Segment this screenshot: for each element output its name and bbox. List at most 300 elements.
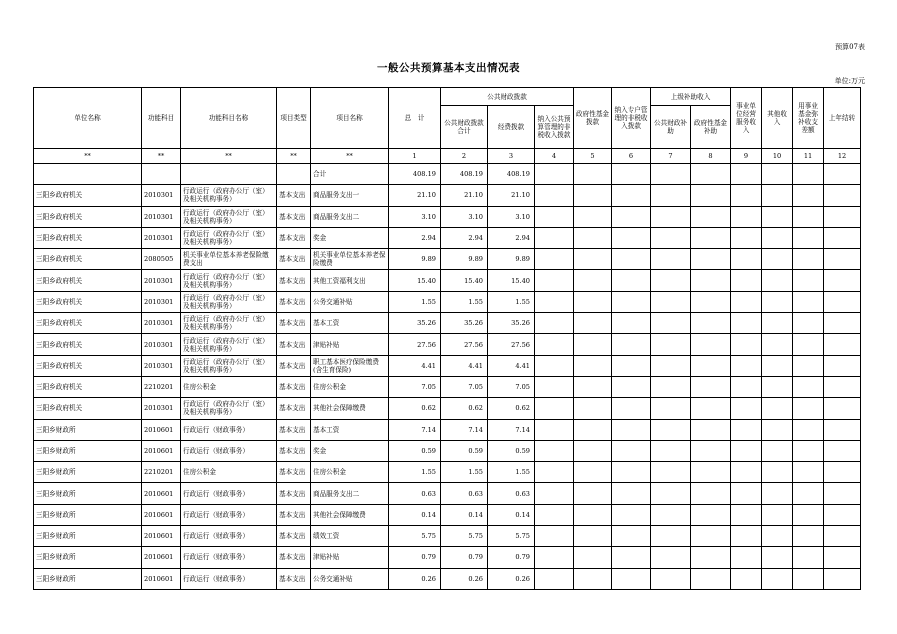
- empty-cell: [731, 206, 762, 227]
- empty-cell: [824, 376, 861, 397]
- item-name-cell: 住房公积金: [311, 462, 389, 483]
- header-func-code: 功能科目: [142, 88, 181, 149]
- unit-name-cell: 三阳乡财政所: [34, 547, 142, 568]
- index-cell: 6: [612, 149, 651, 164]
- index-cell: 4: [535, 149, 574, 164]
- func-code-cell: 2010301: [142, 398, 181, 419]
- empty-cell: [793, 313, 824, 334]
- public-cell: 0.59: [441, 440, 488, 461]
- empty-cell: [824, 547, 861, 568]
- func-name-cell: 行政运行（财政事务）: [181, 526, 277, 547]
- total-value: 408.19: [389, 164, 441, 185]
- empty-cell: [731, 355, 762, 376]
- empty-cell: [824, 313, 861, 334]
- public-cell: 0.26: [441, 568, 488, 589]
- empty-cell: [824, 355, 861, 376]
- empty-cell: [574, 376, 612, 397]
- unit-name-cell: 三阳乡财政所: [34, 440, 142, 461]
- fund-cell: 35.26: [488, 313, 535, 334]
- func-code-cell: 2010601: [142, 526, 181, 547]
- public-cell: 15.40: [441, 270, 488, 291]
- empty-cell: [691, 419, 731, 440]
- header-func-name: 功能科目名称: [181, 88, 277, 149]
- public-cell: 1.55: [441, 291, 488, 312]
- unit-label: 单位:万元: [834, 77, 865, 85]
- empty-cell: [535, 462, 574, 483]
- empty-cell: [535, 227, 574, 248]
- empty-cell: [574, 504, 612, 525]
- func-name-cell: 行政运行（财政事务）: [181, 440, 277, 461]
- table-row: [34, 291, 861, 312]
- fund-cell: 15.40: [488, 270, 535, 291]
- fund-cell: 0.63: [488, 483, 535, 504]
- empty-cell: [651, 462, 691, 483]
- item-name-cell: 津贴补贴: [311, 334, 389, 355]
- total-row: [34, 164, 861, 185]
- empty-cell: [793, 483, 824, 504]
- budget-table: [33, 87, 861, 590]
- empty-cell: [612, 334, 651, 355]
- fund-cell: 3.10: [488, 206, 535, 227]
- index-cell: 12: [824, 149, 861, 164]
- item-type-cell: 基本支出: [277, 440, 311, 461]
- empty-cell: [612, 398, 651, 419]
- total-cell: 0.59: [389, 440, 441, 461]
- index-cell: **: [142, 149, 181, 164]
- func-name-cell: 行政运行（政府办公厅（室）及相关机构事务）: [181, 185, 277, 206]
- total-cell: 9.89: [389, 249, 441, 270]
- item-name-cell: 其他社会保障缴费: [311, 398, 389, 419]
- func-name-cell: 行政运行（政府办公厅（室）及相关机构事务）: [181, 291, 277, 312]
- func-name-cell: 行政运行（财政事务）: [181, 419, 277, 440]
- empty-cell: [691, 398, 731, 419]
- total-cell: 0.62: [389, 398, 441, 419]
- empty-cell: [612, 270, 651, 291]
- item-name-cell: 公务交通补贴: [311, 568, 389, 589]
- total-label: 合计: [311, 164, 389, 185]
- empty-cell: [691, 376, 731, 397]
- empty-cell: [731, 227, 762, 248]
- fund-cell: 1.55: [488, 291, 535, 312]
- item-type-cell: 基本支出: [277, 419, 311, 440]
- table-row: [34, 440, 861, 461]
- empty-cell: [535, 206, 574, 227]
- item-name-cell: 公务交通补贴: [311, 291, 389, 312]
- header-public-subtotal: 公共财政拨款合计: [441, 106, 488, 149]
- empty-cell: [651, 291, 691, 312]
- empty-cell: [574, 270, 612, 291]
- func-code-cell: 2010601: [142, 440, 181, 461]
- empty-cell: [535, 419, 574, 440]
- unit-name-cell: 三阳乡政府机关: [34, 355, 142, 376]
- empty-cell: [574, 419, 612, 440]
- empty-cell: [651, 355, 691, 376]
- total-cell: 0.79: [389, 547, 441, 568]
- empty-cell: [574, 227, 612, 248]
- total-cell: 7.14: [389, 419, 441, 440]
- public-cell: 21.10: [441, 185, 488, 206]
- empty-cell: [762, 526, 793, 547]
- empty-cell: [535, 313, 574, 334]
- empty-cell: [793, 227, 824, 248]
- item-type-cell: 基本支出: [277, 398, 311, 419]
- empty-cell: [793, 270, 824, 291]
- index-cell: 11: [793, 149, 824, 164]
- public-cell: 7.14: [441, 419, 488, 440]
- func-code-cell: 2010601: [142, 483, 181, 504]
- empty-cell: [651, 185, 691, 206]
- public-cell: 35.26: [441, 313, 488, 334]
- empty-cell: [762, 419, 793, 440]
- public-cell: 2.94: [441, 227, 488, 248]
- unit-name-cell: 三阳乡财政所: [34, 568, 142, 589]
- empty-cell: [691, 355, 731, 376]
- table-row: [34, 313, 861, 334]
- item-type-cell: 基本支出: [277, 185, 311, 206]
- empty-cell: [651, 504, 691, 525]
- table-row: [34, 376, 861, 397]
- empty-cell: [793, 526, 824, 547]
- empty-cell: [824, 334, 861, 355]
- table-row: [34, 568, 861, 589]
- fund-cell: 0.14: [488, 504, 535, 525]
- empty-cell: [731, 376, 762, 397]
- unit-name-cell: 三阳乡政府机关: [34, 398, 142, 419]
- total-cell: 35.26: [389, 313, 441, 334]
- empty-cell: [762, 568, 793, 589]
- empty-cell: [535, 376, 574, 397]
- header-fund-alloc: 经费拨款: [488, 106, 535, 149]
- empty-cell: [793, 249, 824, 270]
- index-row: [34, 149, 861, 164]
- func-code-cell: 2010301: [142, 227, 181, 248]
- total-cell: 7.05: [389, 376, 441, 397]
- item-name-cell: 其他工资福利支出: [311, 270, 389, 291]
- empty-cell: [691, 504, 731, 525]
- index-cell: 9: [731, 149, 762, 164]
- empty-cell: [535, 249, 574, 270]
- fund-cell: 0.26: [488, 568, 535, 589]
- func-code-cell: 2010301: [142, 185, 181, 206]
- fund-cell: 9.89: [488, 249, 535, 270]
- func-code-cell: 2010601: [142, 419, 181, 440]
- table-row: [34, 526, 861, 547]
- empty-cell: [535, 334, 574, 355]
- func-code-cell: 2010601: [142, 504, 181, 525]
- empty-cell: [824, 483, 861, 504]
- empty-cell: [691, 547, 731, 568]
- empty-cell: [691, 206, 731, 227]
- item-type-cell: 基本支出: [277, 568, 311, 589]
- index-cell: **: [277, 149, 311, 164]
- empty-cell: [824, 227, 861, 248]
- empty-cell: [762, 185, 793, 206]
- empty-cell: [612, 526, 651, 547]
- empty-cell: [793, 419, 824, 440]
- empty-cell: [731, 440, 762, 461]
- fund-cell: 27.56: [488, 334, 535, 355]
- unit-name-cell: 三阳乡政府机关: [34, 334, 142, 355]
- func-name-cell: 行政运行（政府办公厅（室）及相关机构事务）: [181, 355, 277, 376]
- index-cell: 10: [762, 149, 793, 164]
- total-cell: 2.94: [389, 227, 441, 248]
- func-code-cell: 2010301: [142, 313, 181, 334]
- header-business-income: 事业单位经营服务收入: [731, 88, 762, 149]
- empty-cell: [824, 440, 861, 461]
- unit-name-cell: 三阳乡政府机关: [34, 270, 142, 291]
- empty-cell: [824, 504, 861, 525]
- empty-cell: [574, 398, 612, 419]
- item-type-cell: 基本支出: [277, 291, 311, 312]
- empty-cell: [691, 462, 731, 483]
- item-name-cell: 奖金: [311, 440, 389, 461]
- unit-name-cell: 三阳乡政府机关: [34, 291, 142, 312]
- empty-cell: [793, 185, 824, 206]
- header-total: 总 计: [389, 88, 441, 149]
- unit-name-cell: 三阳乡政府机关: [34, 249, 142, 270]
- item-name-cell: 商品服务支出二: [311, 483, 389, 504]
- item-name-cell: 基本工资: [311, 313, 389, 334]
- unit-name-cell: 三阳乡政府机关: [34, 313, 142, 334]
- empty-cell: [824, 462, 861, 483]
- empty-cell: [762, 249, 793, 270]
- total-cell: 0.26: [389, 568, 441, 589]
- item-name-cell: 商品服务支出一: [311, 185, 389, 206]
- empty-cell: [762, 270, 793, 291]
- empty-cell: [574, 547, 612, 568]
- empty-cell: [824, 185, 861, 206]
- header-special-nontax: 纳入专户管理的非税收入拨款: [612, 88, 651, 149]
- total-cell: 15.40: [389, 270, 441, 291]
- empty-cell: [731, 185, 762, 206]
- empty-cell: [691, 249, 731, 270]
- public-cell: 0.63: [441, 483, 488, 504]
- item-type-cell: 基本支出: [277, 504, 311, 525]
- empty-cell: [731, 398, 762, 419]
- empty-cell: [793, 547, 824, 568]
- empty-cell: [762, 398, 793, 419]
- empty-cell: [762, 504, 793, 525]
- empty-cell: [574, 483, 612, 504]
- item-type-cell: 基本支出: [277, 270, 311, 291]
- empty-cell: [793, 355, 824, 376]
- func-code-cell: 2010301: [142, 334, 181, 355]
- total-cell: 0.63: [389, 483, 441, 504]
- empty-cell: [731, 483, 762, 504]
- unit-name-cell: 三阳乡财政所: [34, 504, 142, 525]
- table-row: [34, 547, 861, 568]
- unit-name-cell: 三阳乡财政所: [34, 419, 142, 440]
- empty-cell: [762, 227, 793, 248]
- func-code-cell: 2010301: [142, 355, 181, 376]
- func-name-cell: 住房公积金: [181, 462, 277, 483]
- unit-name-cell: 三阳乡财政所: [34, 483, 142, 504]
- header-item-name: 项目名称: [311, 88, 389, 149]
- table-row: [34, 483, 861, 504]
- empty-cell: [574, 440, 612, 461]
- total-cell: 0.14: [389, 504, 441, 525]
- empty-cell: [691, 185, 731, 206]
- empty-cell: [574, 291, 612, 312]
- fund-cell: 1.55: [488, 462, 535, 483]
- empty-cell: [824, 206, 861, 227]
- item-type-cell: 基本支出: [277, 547, 311, 568]
- empty-cell: [535, 185, 574, 206]
- item-name-cell: 基本工资: [311, 419, 389, 440]
- empty-cell: [731, 249, 762, 270]
- header-upper-gov: 政府性基金补助: [691, 106, 731, 149]
- header-item-type: 项目类型: [277, 88, 311, 149]
- empty-cell: [691, 483, 731, 504]
- index-cell: 8: [691, 149, 731, 164]
- func-name-cell: 行政运行（财政事务）: [181, 568, 277, 589]
- empty-cell: [535, 526, 574, 547]
- empty-cell: [612, 185, 651, 206]
- empty-cell: [762, 313, 793, 334]
- func-code-cell: 2010601: [142, 568, 181, 589]
- page-title: 一般公共预算基本支出情况表: [377, 62, 520, 74]
- unit-name-cell: 三阳乡财政所: [34, 462, 142, 483]
- empty-cell: [762, 462, 793, 483]
- empty-cell: [691, 227, 731, 248]
- item-type-cell: 基本支出: [277, 483, 311, 504]
- func-name-cell: 行政运行（政府办公厅（室）及相关机构事务）: [181, 270, 277, 291]
- table-code-label: 预算07表: [835, 43, 865, 51]
- total-cell: 21.10: [389, 185, 441, 206]
- empty-cell: [612, 376, 651, 397]
- empty-cell: [651, 270, 691, 291]
- empty-cell: [535, 483, 574, 504]
- empty-cell: [651, 483, 691, 504]
- empty-cell: [612, 227, 651, 248]
- unit-name-cell: 三阳乡政府机关: [34, 376, 142, 397]
- header-unit-name: 单位名称: [34, 88, 142, 149]
- public-cell: 27.56: [441, 334, 488, 355]
- empty-cell: [612, 547, 651, 568]
- empty-cell: [793, 206, 824, 227]
- empty-cell: [574, 249, 612, 270]
- empty-cell: [731, 334, 762, 355]
- empty-cell: [651, 206, 691, 227]
- total-cell: 27.56: [389, 334, 441, 355]
- empty-cell: [535, 547, 574, 568]
- empty-cell: [793, 376, 824, 397]
- empty-cell: [691, 334, 731, 355]
- empty-cell: [651, 249, 691, 270]
- empty-cell: [824, 568, 861, 589]
- header-gov-fund: 政府性基金拨款: [574, 88, 612, 149]
- func-name-cell: 行政运行（财政事务）: [181, 483, 277, 504]
- empty-cell: [762, 291, 793, 312]
- empty-cell: [612, 291, 651, 312]
- func-name-cell: 行政运行（政府办公厅（室）及相关机构事务）: [181, 227, 277, 248]
- func-name-cell: 行政运行（政府办公厅（室）及相关机构事务）: [181, 334, 277, 355]
- empty-cell: [574, 334, 612, 355]
- empty-cell: [574, 185, 612, 206]
- empty-cell: [691, 440, 731, 461]
- empty-cell: [574, 206, 612, 227]
- item-name-cell: 绩效工资: [311, 526, 389, 547]
- public-cell: 7.05: [441, 376, 488, 397]
- total-cell: 1.55: [389, 291, 441, 312]
- empty-cell: [612, 504, 651, 525]
- func-code-cell: 2210201: [142, 376, 181, 397]
- empty-cell: [535, 504, 574, 525]
- empty-cell: [762, 547, 793, 568]
- table-row: [34, 249, 861, 270]
- index-cell: **: [181, 149, 277, 164]
- item-type-cell: 基本支出: [277, 462, 311, 483]
- empty-cell: [762, 376, 793, 397]
- empty-cell: [824, 526, 861, 547]
- fund-cell: 4.41: [488, 355, 535, 376]
- empty-cell: [651, 398, 691, 419]
- total-cell: 4.41: [389, 355, 441, 376]
- empty-cell: [793, 334, 824, 355]
- empty-cell: [793, 398, 824, 419]
- total-cell: 1.55: [389, 462, 441, 483]
- item-type-cell: 基本支出: [277, 376, 311, 397]
- item-type-cell: 基本支出: [277, 313, 311, 334]
- empty-cell: [535, 568, 574, 589]
- item-name-cell: 职工基本医疗保险缴费(含生育保险): [311, 355, 389, 376]
- header-included-budget: 纳入公共预算管理的非税收入拨款: [535, 106, 574, 149]
- empty-cell: [651, 440, 691, 461]
- unit-name-cell: 三阳乡政府机关: [34, 227, 142, 248]
- empty-cell: [731, 462, 762, 483]
- fund-cell: 7.05: [488, 376, 535, 397]
- table-row: [34, 504, 861, 525]
- empty-cell: [691, 291, 731, 312]
- empty-cell: [612, 419, 651, 440]
- empty-cell: [731, 504, 762, 525]
- empty-cell: [612, 313, 651, 334]
- header-other-income: 其他收入: [762, 88, 793, 149]
- fund-cell: 0.62: [488, 398, 535, 419]
- func-code-cell: 2010601: [142, 547, 181, 568]
- total-fund: 408.19: [488, 164, 535, 185]
- empty-cell: [731, 526, 762, 547]
- empty-cell: [535, 440, 574, 461]
- item-name-cell: 奖金: [311, 227, 389, 248]
- empty-cell: [793, 291, 824, 312]
- empty-cell: [824, 291, 861, 312]
- empty-cell: [535, 398, 574, 419]
- item-type-cell: 基本支出: [277, 206, 311, 227]
- index-cell: 5: [574, 149, 612, 164]
- header-carry-over: 上年结转: [824, 88, 861, 149]
- table-row: [34, 206, 861, 227]
- func-name-cell: 住房公积金: [181, 376, 277, 397]
- func-code-cell: 2010301: [142, 270, 181, 291]
- func-name-cell: 行政运行（政府办公厅（室）及相关机构事务）: [181, 398, 277, 419]
- empty-cell: [612, 440, 651, 461]
- empty-cell: [651, 568, 691, 589]
- table-row: [34, 270, 861, 291]
- func-name-cell: 行政运行（财政事务）: [181, 504, 277, 525]
- empty-cell: [793, 568, 824, 589]
- table-row: [34, 334, 861, 355]
- empty-cell: [762, 483, 793, 504]
- table-row: [34, 462, 861, 483]
- unit-name-cell: 三阳乡政府机关: [34, 185, 142, 206]
- empty-cell: [535, 355, 574, 376]
- empty-cell: [762, 355, 793, 376]
- header-reserve: 用事业基金弥补收支差额: [793, 88, 824, 149]
- empty-cell: [612, 249, 651, 270]
- empty-cell: [535, 291, 574, 312]
- public-cell: 1.55: [441, 462, 488, 483]
